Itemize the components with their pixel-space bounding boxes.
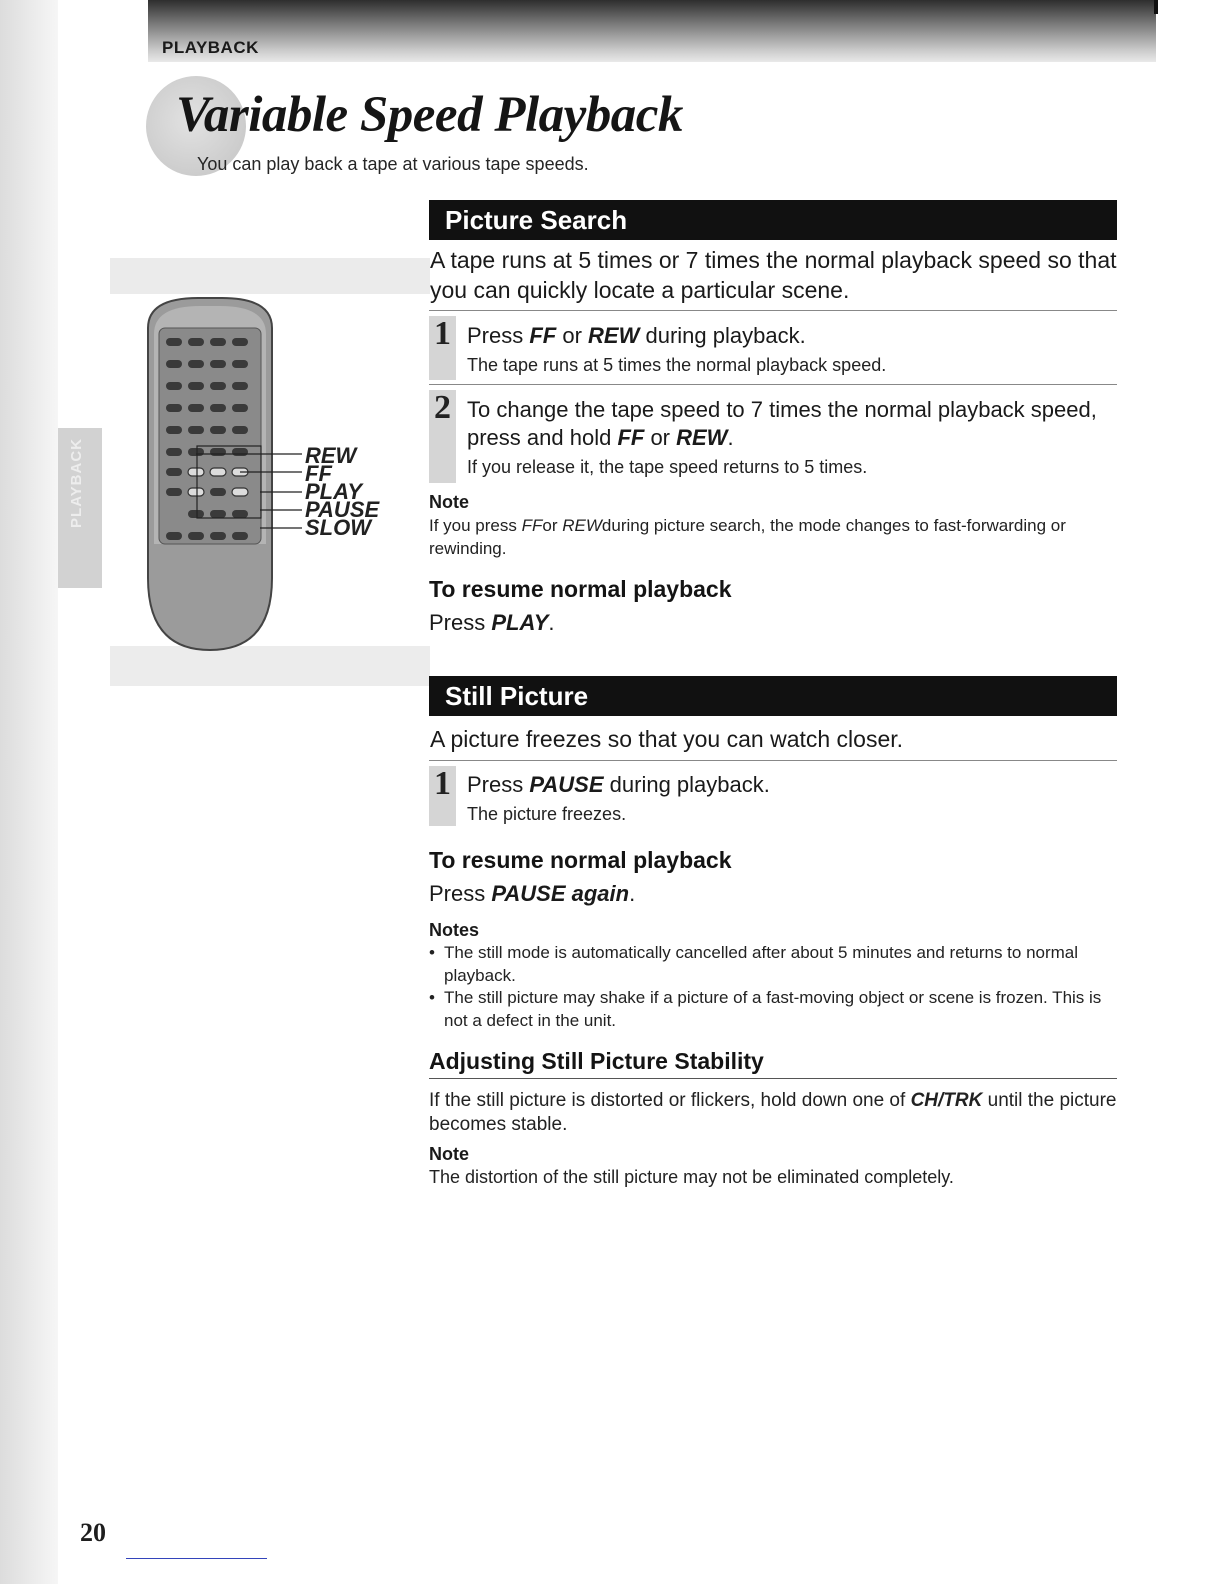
key-pause-again: PAUSE again (491, 881, 630, 906)
resume-heading: To resume normal playback (429, 847, 732, 873)
step-detail: The picture freezes. (467, 804, 627, 824)
bullet-icon: • (429, 988, 435, 1007)
key-ff: FF (529, 323, 557, 348)
key-play: PLAY (491, 610, 549, 635)
page-number: 20 (80, 1518, 106, 1547)
side-tab (58, 428, 102, 588)
picture-search-heading: Picture Search (429, 200, 1117, 240)
key-ff: FF (617, 425, 645, 450)
bullet-icon: • (429, 943, 435, 962)
key-rew: REW (676, 425, 728, 450)
key-ch-trk: CH/TRK (910, 1090, 983, 1111)
resume-instruction: Press PAUSE again. (429, 881, 636, 906)
note-text: If you press FFor REWduring picture search, the mode changes to fast-forwarding or rewinding. (429, 516, 1066, 558)
step-instruction: Press FF or REW during playback. (467, 323, 806, 348)
note-heading: Note (429, 1144, 469, 1164)
page-margin-shading (0, 0, 58, 1584)
remote-control-icon (110, 248, 430, 688)
callout-pause: PAUSE (305, 497, 380, 522)
callout-slow: SLOW (305, 515, 371, 540)
footer-rule (126, 1558, 267, 1559)
key-rew: REW (588, 323, 640, 348)
callout-rew: REW (305, 443, 357, 468)
step-number: 1 (429, 316, 456, 380)
header-band (148, 0, 1156, 62)
step-number: 1 (429, 766, 456, 826)
stability-heading: Adjusting Still Picture Stability (429, 1048, 764, 1074)
step-detail: The tape runs at 5 times the normal playback speed. (467, 355, 887, 375)
key-pause: PAUSE (529, 772, 604, 797)
divider (429, 310, 1117, 311)
side-tab-label: PLAYBACK (68, 438, 85, 528)
page-title: Variable Speed Playback (176, 87, 683, 143)
page-subtitle: You can play back a tape at various tape speeds. (197, 154, 589, 174)
list-item: • The still picture may shake if a picture of a fast-moving object or scene is frozen. This is not a defect in the unit. (429, 988, 1102, 1030)
still-picture-intro: A picture freezes so that you can watch closer. (430, 726, 904, 752)
section-label: PLAYBACK (162, 38, 259, 57)
divider (429, 1078, 1117, 1079)
step-number: 2 (429, 390, 456, 483)
callout-ff: FF (305, 461, 332, 486)
resume-instruction: Press PLAY. (429, 610, 555, 635)
resume-heading: To resume normal playback (429, 576, 732, 602)
divider (429, 384, 1117, 385)
note-text: The distortion of the still picture may not be eliminated completely. (429, 1167, 954, 1187)
picture-search-intro: A tape runs at 5 times or 7 times the normal playback speed so that you can quickly locate a particular scene. (430, 247, 1117, 303)
stability-text: If the still picture is distorted or flickers, hold down one of CH/TRK until the picture becomes stable. (429, 1090, 1117, 1135)
step-instruction: Press PAUSE during playback. (467, 772, 770, 797)
note-heading: Note (429, 492, 469, 512)
remote-control-illustration (110, 248, 430, 688)
notes-heading: Notes (429, 920, 480, 940)
step-instruction: To change the tape speed to 7 times the normal playback speed, press and hold FF or REW. (467, 397, 1097, 450)
still-picture-heading: Still Picture (429, 676, 1117, 716)
list-item: • The still mode is automatically cancelled after about 5 minutes and returns to normal playback. (429, 943, 1079, 985)
step-detail: If you release it, the tape speed returns to 5 times. (467, 457, 868, 477)
divider (429, 760, 1117, 761)
callout-play: PLAY (305, 479, 363, 504)
header-edge-mark (1154, 0, 1158, 14)
